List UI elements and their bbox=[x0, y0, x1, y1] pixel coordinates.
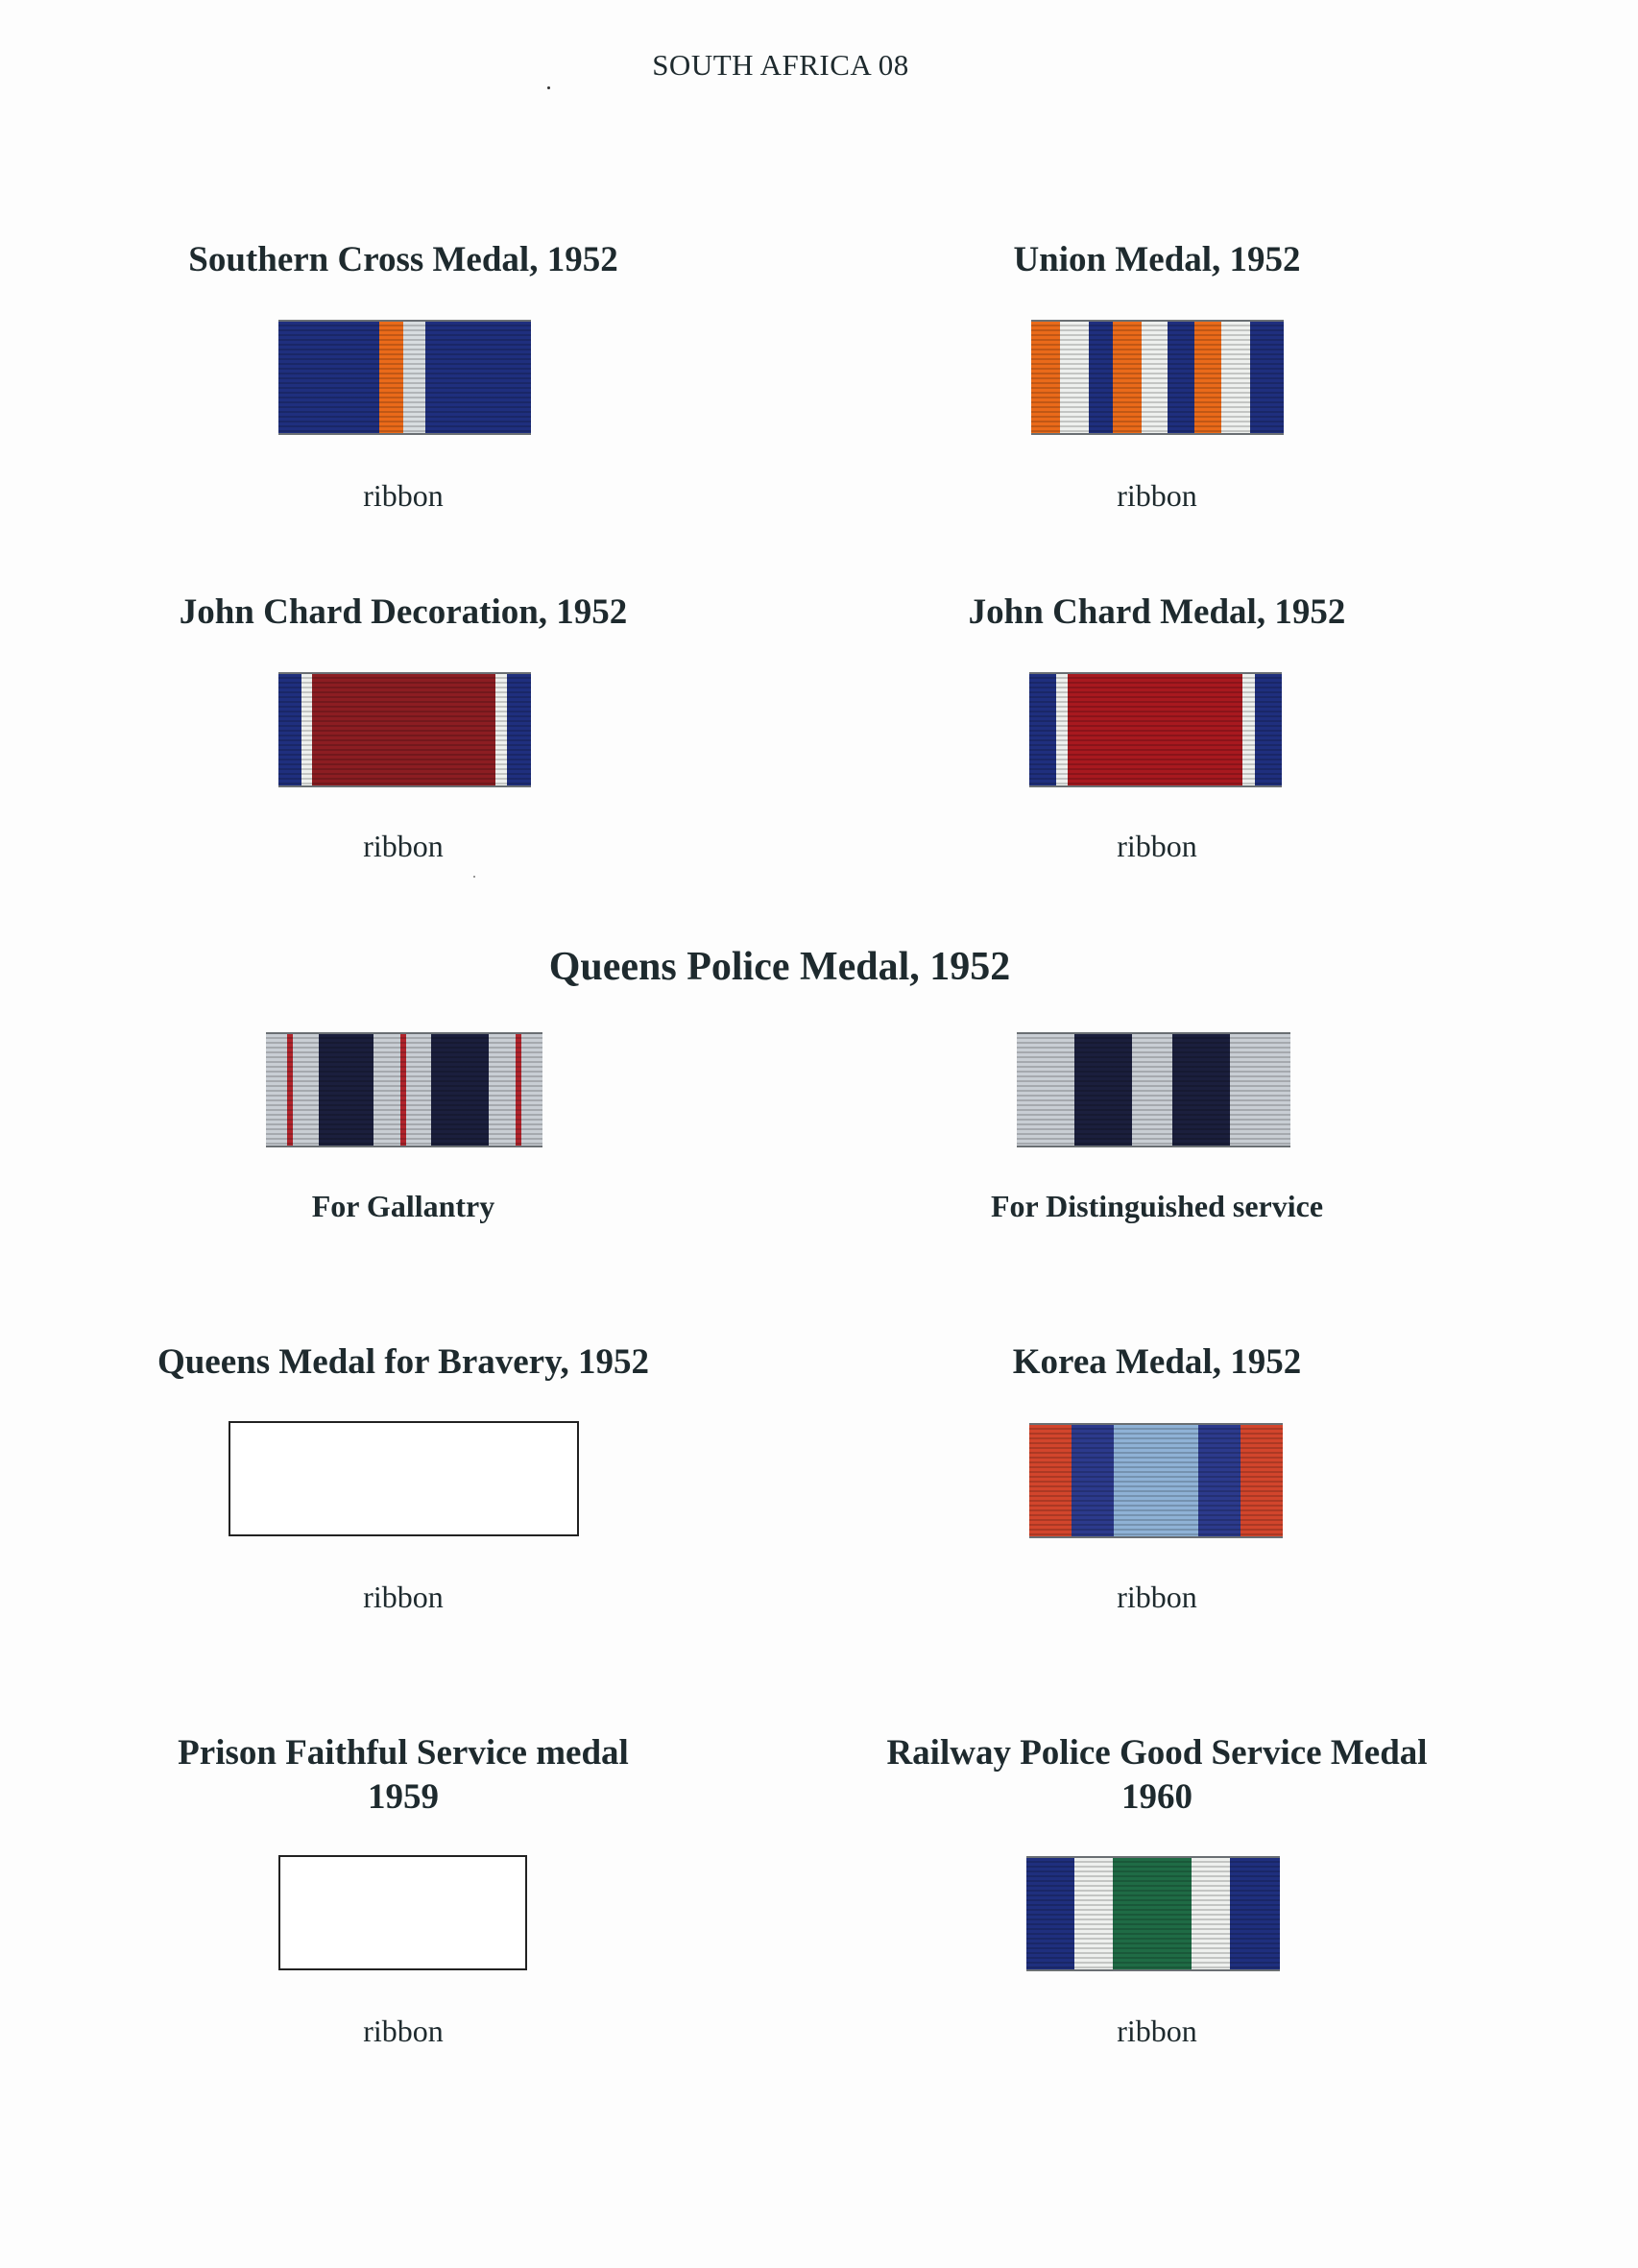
speck bbox=[473, 876, 475, 878]
queens-bravery-caption: ribbon bbox=[363, 1580, 444, 1614]
john-chard-decoration-ribbon bbox=[278, 672, 531, 787]
southern-cross-caption: ribbon bbox=[363, 478, 444, 513]
korea-caption: ribbon bbox=[1117, 1580, 1197, 1614]
john-chard-medal-ribbon bbox=[1029, 672, 1282, 787]
prison-faithful-title-line1: Prison Faithful Service medal bbox=[178, 1733, 629, 1773]
railway-police-caption: ribbon bbox=[1117, 2014, 1197, 2048]
page-header: SOUTH AFRICA 08 bbox=[652, 48, 909, 82]
queens-bravery-title: Queens Medal for Bravery, 1952 bbox=[157, 1342, 650, 1382]
john-chard-medal-title: John Chard Medal, 1952 bbox=[968, 592, 1346, 632]
korea-title: Korea Medal, 1952 bbox=[1012, 1342, 1302, 1382]
railway-police-title-line1: Railway Police Good Service Medal bbox=[886, 1733, 1428, 1773]
queens-police-gallantry-caption: For Gallantry bbox=[311, 1189, 495, 1223]
john-chard-decoration-caption: ribbon bbox=[363, 829, 444, 863]
union-title: Union Medal, 1952 bbox=[1013, 240, 1301, 279]
queens-bravery-ribbon-placeholder bbox=[229, 1421, 579, 1536]
queens-police-gallantry-ribbon bbox=[266, 1032, 542, 1147]
prison-faithful-title bbox=[115, 1731, 691, 1820]
union-ribbon bbox=[1031, 320, 1284, 435]
southern-cross-ribbon bbox=[278, 320, 531, 435]
queens-police-title: Queens Police Medal, 1952 bbox=[548, 945, 1011, 989]
queens-police-distinguished-ribbon bbox=[1017, 1032, 1290, 1147]
john-chard-medal-caption: ribbon bbox=[1117, 829, 1197, 863]
railway-police-ribbon bbox=[1026, 1856, 1280, 1971]
speck bbox=[547, 86, 550, 89]
prison-faithful-ribbon-placeholder bbox=[278, 1855, 527, 1970]
prison-faithful-caption: ribbon bbox=[363, 2014, 444, 2048]
railway-police-title bbox=[821, 1731, 1493, 1820]
korea-ribbon bbox=[1029, 1423, 1283, 1538]
john-chard-decoration-title: John Chard Decoration, 1952 bbox=[179, 592, 628, 632]
queens-police-distinguished-caption: For Distinguished service bbox=[990, 1189, 1324, 1223]
southern-cross-title: Southern Cross Medal, 1952 bbox=[188, 240, 618, 279]
union-caption: ribbon bbox=[1117, 478, 1197, 513]
railway-police-title-line2: 1960 bbox=[1121, 1777, 1192, 1817]
prison-faithful-title-line2: 1959 bbox=[368, 1777, 439, 1817]
